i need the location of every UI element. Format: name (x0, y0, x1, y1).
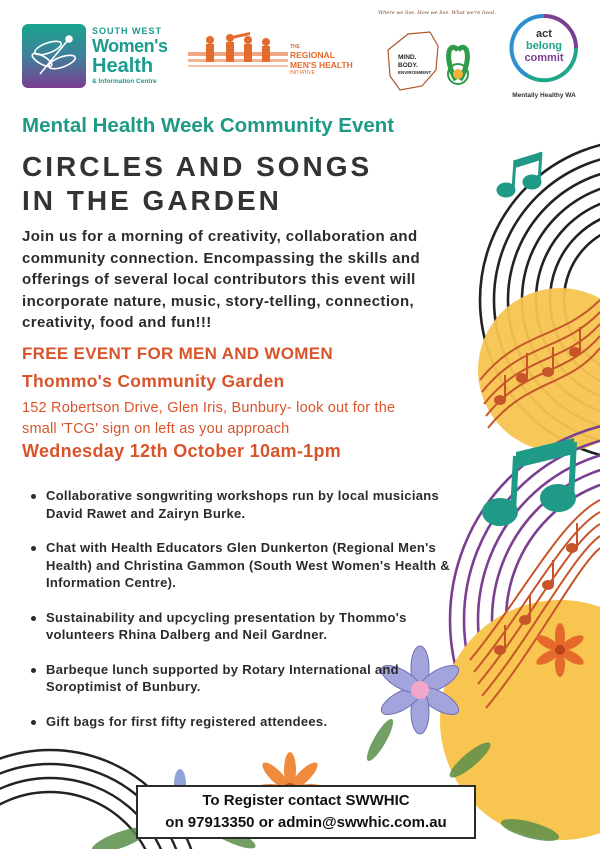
list-item: Barbeque lunch supported by Rotary International and Soroptimist of Bunbury. (30, 661, 450, 696)
title-line-1: CIRCLES AND SONGS (22, 151, 373, 182)
free-event-banner: FREE EVENT FOR MEN AND WOMEN (22, 344, 333, 363)
list-item: Chat with Health Educators Glen Dunkerton (Regional Men's Health) and Christina Gammon (South West Women's Health & Information Centre). (30, 539, 450, 592)
rmh-line1: THE (290, 44, 300, 50)
rmh-line4: INITIATIVE (290, 70, 315, 76)
rmh-line3: MEN'S HEALTH (290, 60, 353, 70)
mbe-line2: BODY. (398, 62, 418, 69)
swwhic-line3: Health (92, 55, 154, 77)
swwhic-line4: & Information Centre (92, 78, 157, 85)
abc-line4: Mentally Healthy WA (512, 92, 576, 99)
intro-paragraph: Join us for a morning of creativity, collaboration and community connection. Encompassing the skills and offerings of several local contributors this event will incorporate nature, music, story-telling, connection, creativity, food and fun!!! (22, 228, 421, 331)
mbe-line1: MIND. (398, 54, 417, 61)
wa-map-ribbon-icon (378, 20, 488, 94)
swwhic-line1: SOUTH WEST (92, 26, 162, 36)
teal-music-note-top (498, 152, 541, 196)
swwhic-logo (22, 24, 182, 88)
event-date: Wednesday 12th October 10am-1pm (22, 441, 342, 461)
abc-line3: commit (524, 52, 564, 64)
yellow-sun-circle (478, 288, 600, 452)
swwhic-line2: Women's (92, 36, 168, 56)
register-line-2: on 97913350 or admin@swwhic.com.au (165, 814, 447, 831)
activities-list (30, 487, 450, 747)
list-item: Sustainability and upcycling presentation by Thommo's volunteers Rhina Dalberg and Neil Gardner. (30, 609, 450, 644)
title-line-2: IN THE GARDEN (22, 185, 282, 216)
venue-name: Thommo's Community Garden (22, 371, 285, 391)
mbe-tagline: Where we live. How we live. What we're lived. (378, 10, 496, 16)
abc-line2: belong (525, 40, 563, 52)
dragonfly-icon (22, 24, 86, 88)
page-title (22, 150, 372, 218)
rmh-line2: REGIONAL (290, 50, 335, 60)
men-silhouettes-icon (188, 32, 288, 76)
register-box (136, 785, 476, 839)
list-item: Gift bags for first fifty registered attendees. (30, 713, 450, 731)
venue-address: 152 Robertson Drive, Glen Iris, Bunbury- look out for the small 'TCG' sign on left as you approach (22, 400, 396, 437)
mbe-line3: ENVIRONMENT (398, 70, 432, 75)
list-item: Collaborative songwriting workshops run by local musicians David Rawet and Zairyn Burke. (30, 487, 450, 522)
mind-body-environment-logo (378, 10, 496, 94)
teal-music-note-large (485, 438, 574, 523)
act-belong-commit-logo (500, 12, 588, 106)
abc-line1: act (536, 28, 552, 40)
event-label: Mental Health Week Community Event (22, 114, 395, 137)
register-line-1: To Register contact SWWHIC (202, 792, 410, 809)
regional-mens-health-logo (188, 32, 368, 82)
